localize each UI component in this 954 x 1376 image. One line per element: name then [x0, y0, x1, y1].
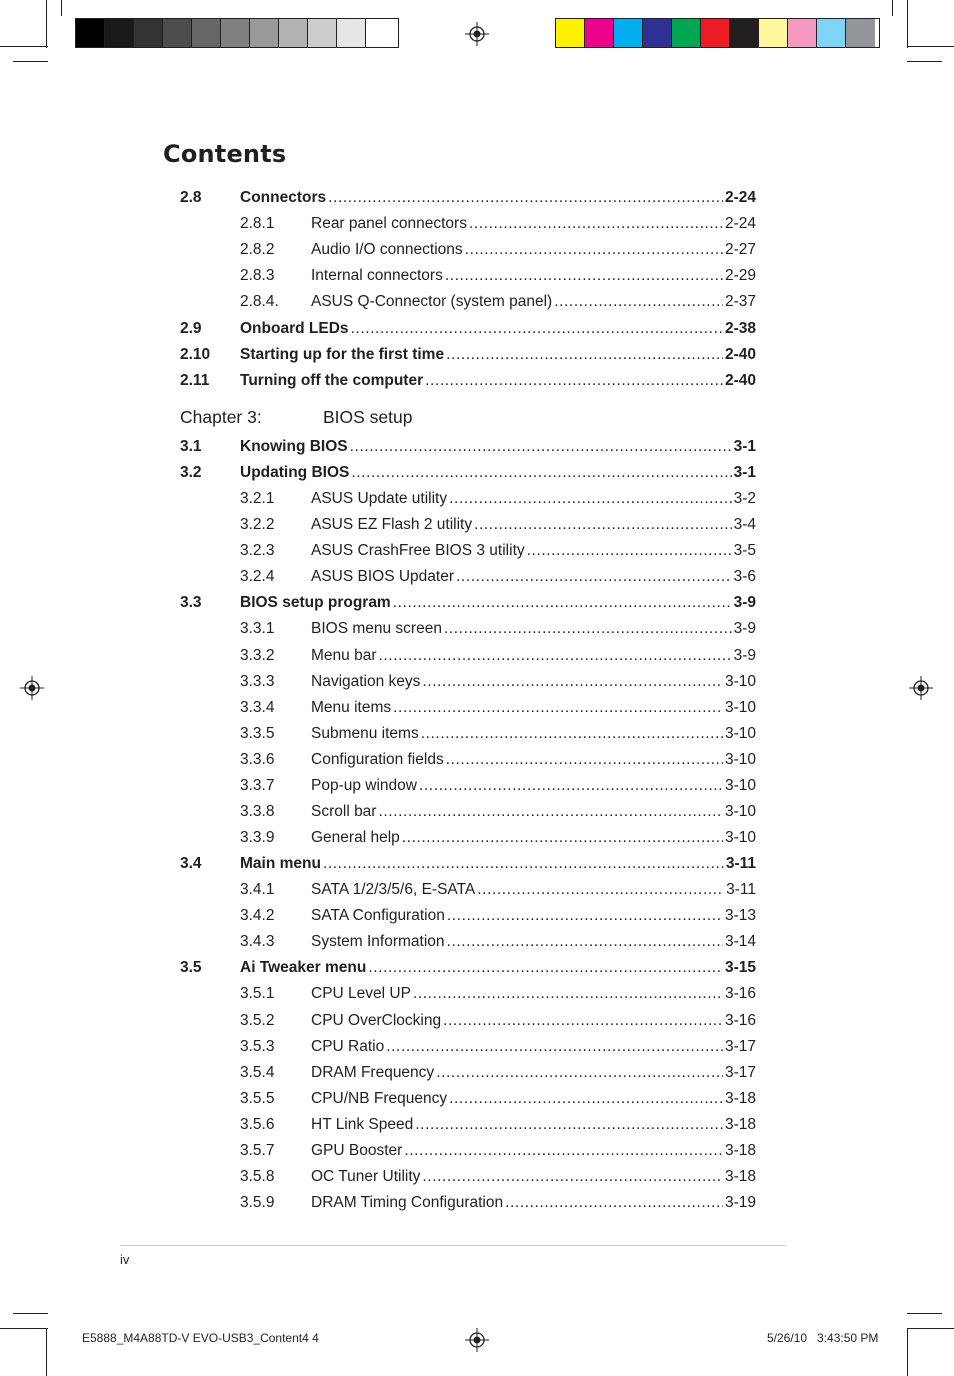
- toc-subsection-entry[interactable]: [180, 211, 756, 233]
- toc-entry-number: 3.4: [180, 855, 202, 873]
- toc-entry-title: Connectors: [240, 189, 327, 206]
- toc-leader-dots: [328, 189, 723, 207]
- toc-leader-dots: [465, 241, 723, 259]
- color-swatch: [643, 19, 672, 47]
- toc-entry-title: SATA Configuration: [311, 907, 445, 925]
- toc-leader-dots: [505, 1194, 723, 1212]
- toc-entry-number: 3.4.1: [240, 881, 275, 899]
- toc-section-entry[interactable]: [180, 851, 756, 873]
- toc-entry-page: 3-11: [726, 881, 756, 899]
- toc-subsection-entry[interactable]: [180, 1034, 756, 1056]
- page-title: Contents: [163, 140, 287, 168]
- toc-leader-dots: [474, 516, 732, 534]
- toc-leader-dots: [393, 594, 732, 612]
- color-swatch: [788, 19, 817, 47]
- toc-subsection-entry[interactable]: [180, 538, 756, 560]
- toc-subsection-entry[interactable]: [180, 773, 756, 795]
- toc-section-entry[interactable]: [180, 342, 756, 364]
- toc-entry-title: Menu items: [311, 698, 392, 716]
- toc-entry-number: 3.3.7: [240, 776, 275, 794]
- toc-leader-dots: [368, 959, 723, 977]
- toc-subsection-entry[interactable]: [180, 799, 756, 821]
- crop-mark: [907, 1328, 908, 1376]
- toc-subsection-entry[interactable]: [180, 289, 756, 311]
- toc-subsection-entry[interactable]: [180, 825, 756, 847]
- toc-entry-title: ASUS Update utility: [311, 490, 448, 508]
- toc-entry-page: 3-10: [724, 672, 756, 690]
- toc-entry-page: 2-40: [724, 371, 756, 389]
- toc-leader-dots: [422, 1168, 723, 1186]
- toc-section-entry[interactable]: [180, 955, 756, 977]
- toc-subsection-entry[interactable]: [180, 1190, 756, 1212]
- toc-leader-dots: [436, 1064, 723, 1082]
- toc-subsection-entry[interactable]: [180, 669, 756, 691]
- toc-entry-page: 2-40: [724, 345, 756, 363]
- toc-leader-dots: [554, 293, 723, 311]
- toc-entry-number: 3.5.3: [240, 1037, 275, 1055]
- toc-leader-dots: [386, 1038, 723, 1056]
- color-swatch: [279, 19, 308, 47]
- toc-entry-number: 2.8: [180, 189, 202, 206]
- toc-entry-page: 3-1: [733, 438, 756, 455]
- toc-entry-title: System Information: [311, 933, 445, 951]
- toc-entry-page: 3-10: [724, 724, 756, 742]
- toc-entry-page: 3-9: [733, 646, 756, 664]
- toc-entry-number: 3.2.1: [240, 490, 275, 508]
- toc-entry-number: 3.5.4: [240, 1063, 275, 1081]
- toc-entry-page: 2-24: [724, 215, 756, 233]
- toc-entry-number: 3.3.6: [240, 750, 275, 768]
- toc-entry-title: Onboard LEDs: [240, 319, 349, 337]
- toc-leader-dots: [527, 542, 732, 560]
- toc-entry-page: 3-9: [733, 620, 756, 638]
- toc-subsection-entry[interactable]: [180, 721, 756, 743]
- toc-leader-dots: [422, 673, 723, 691]
- footer-rule: [120, 1245, 786, 1246]
- toc-subsection-entry[interactable]: [180, 1138, 756, 1160]
- toc-entry-number: 3.3.5: [240, 724, 275, 742]
- toc-entry-number: 2.8.3: [240, 267, 275, 285]
- color-swatch: [163, 19, 192, 47]
- toc-leader-dots: [393, 699, 723, 717]
- toc-leader-dots: [350, 438, 732, 456]
- toc-leader-dots: [443, 1012, 723, 1030]
- toc-entry-title: Updating BIOS: [240, 464, 350, 482]
- toc-entry-title: Navigation keys: [311, 672, 421, 690]
- color-swatch: [308, 19, 337, 47]
- toc-subsection-entry[interactable]: [180, 1112, 756, 1134]
- chapter-heading: [180, 407, 756, 427]
- toc-entry-number: 3.5.9: [240, 1194, 275, 1212]
- toc-leader-dots: [446, 751, 723, 769]
- crop-mark: [907, 46, 954, 47]
- toc-entry-title: General help: [311, 829, 400, 847]
- toc-entry-page: 3-10: [724, 698, 756, 716]
- toc-entry-title: DRAM Frequency: [311, 1063, 435, 1081]
- toc-leader-dots: [421, 725, 723, 743]
- toc-entry-page: 3-15: [724, 959, 756, 977]
- toc-leader-dots: [378, 803, 723, 821]
- toc-subsection-entry[interactable]: [180, 616, 756, 638]
- toc-subsection-entry[interactable]: [180, 929, 756, 951]
- toc-entry-page: 2-37: [724, 293, 756, 311]
- toc-subsection-entry[interactable]: [180, 877, 756, 899]
- toc-entry-page: 3-17: [724, 1063, 756, 1081]
- toc-entry-page: 3-16: [724, 1011, 756, 1029]
- toc-entry-title: ASUS CrashFree BIOS 3 utility: [311, 542, 525, 560]
- toc-entry-page: 3-18: [724, 1141, 756, 1159]
- toc-leader-dots: [419, 777, 723, 795]
- crop-mark: [61, 0, 62, 16]
- toc-entry-title: CPU Ratio: [311, 1037, 385, 1055]
- toc-subsection-entry[interactable]: [180, 512, 756, 534]
- crop-mark: [13, 1313, 48, 1314]
- toc-leader-dots: [469, 215, 723, 233]
- toc-entry-number: 3.5: [180, 959, 202, 977]
- toc-entry-number: 3.5.5: [240, 1089, 275, 1107]
- crop-mark: [46, 0, 47, 48]
- crop-mark: [907, 1313, 942, 1314]
- color-swatch: [221, 19, 250, 47]
- color-swatch: [192, 19, 221, 47]
- toc-entry-number: 3.5.2: [240, 1011, 275, 1029]
- toc-section-entry[interactable]: [180, 316, 756, 338]
- print-slug-timestamp: 5/26/10 3:43:50 PM: [767, 1331, 879, 1345]
- toc-subsection-entry[interactable]: [180, 1086, 756, 1108]
- toc-entry-title: SATA 1/2/3/5/6, E-SATA: [311, 881, 476, 899]
- toc-leader-dots: [404, 1142, 723, 1160]
- toc-leader-dots: [351, 320, 723, 338]
- toc-leader-dots: [323, 855, 724, 873]
- toc-entry-number: 3.3.8: [240, 802, 275, 820]
- toc-entry-page: 3-10: [724, 750, 756, 768]
- toc-entry-title: Configuration fields: [311, 750, 444, 768]
- toc-section-entry[interactable]: [180, 590, 756, 612]
- color-swatch: [817, 19, 846, 47]
- toc-entry-page: 3-1: [733, 464, 756, 482]
- toc-entry-title: Pop-up window: [311, 776, 417, 794]
- toc-entry-number: 2.9: [180, 319, 202, 337]
- toc-leader-dots: [477, 881, 724, 899]
- toc-leader-dots: [415, 1116, 723, 1134]
- toc-entry-title: Turning off the computer: [240, 371, 424, 389]
- process-color-bar: [555, 18, 880, 48]
- toc-entry-number: 2.8.1: [240, 215, 275, 233]
- crop-mark: [907, 0, 908, 48]
- toc-entry-title: Internal connectors: [311, 267, 443, 285]
- toc-subsection-entry[interactable]: [180, 263, 756, 285]
- color-swatch: [759, 19, 788, 47]
- toc-entry-number: 3.2.4: [240, 568, 275, 586]
- toc-entry-title: ASUS EZ Flash 2 utility: [311, 516, 473, 534]
- toc-entry-page: 3-10: [724, 776, 756, 794]
- toc-leader-dots: [444, 620, 732, 638]
- toc-leader-dots: [447, 933, 723, 951]
- toc-entry-page: 3-5: [733, 542, 756, 560]
- toc-entry-page: 3-17: [724, 1037, 756, 1055]
- toc-leader-dots: [413, 985, 723, 1003]
- crop-mark: [892, 0, 893, 16]
- toc-section-entry[interactable]: [180, 185, 756, 207]
- toc-entry-number: 2.8.4.: [240, 293, 279, 311]
- color-swatch: [76, 19, 105, 47]
- toc-entry-title: BIOS setup program: [240, 594, 391, 612]
- color-swatch: [366, 19, 395, 47]
- toc-subsection-entry[interactable]: [180, 564, 756, 586]
- toc-entry-page: 3-10: [724, 829, 756, 847]
- toc-leader-dots: [378, 647, 731, 665]
- toc-entry-page: 3-18: [724, 1167, 756, 1185]
- crop-mark: [0, 46, 48, 47]
- toc-entry-title: Submenu items: [311, 724, 419, 742]
- toc-leader-dots: [351, 464, 731, 482]
- toc-entry-title: Knowing BIOS: [240, 438, 348, 455]
- color-swatch: [134, 19, 163, 47]
- toc-entry-title: GPU Booster: [311, 1141, 403, 1159]
- toc-entry-page: 3-2: [733, 490, 756, 508]
- toc-entry-number: 3.2.3: [240, 542, 275, 560]
- toc-entry-title: Rear panel connectors: [311, 215, 467, 233]
- color-swatch: [846, 19, 875, 47]
- toc-entry-page: 3-19: [724, 1194, 756, 1212]
- color-swatch: [105, 19, 134, 47]
- toc-entry-title: Ai Tweaker menu: [240, 959, 367, 977]
- toc-entry-page: 3-10: [724, 802, 756, 820]
- toc-entry-page: 3-4: [733, 516, 756, 534]
- toc-leader-dots: [446, 346, 723, 364]
- toc-entry-title: HT Link Speed: [311, 1115, 414, 1133]
- toc-entry-title: Scroll bar: [311, 802, 377, 820]
- registration-mark-icon: [465, 1328, 489, 1352]
- toc-entry-page: 2-27: [724, 241, 756, 259]
- grayscale-color-bar: [75, 18, 399, 48]
- toc-entry-number: 3.2: [180, 464, 202, 482]
- print-slug-filename: E5888_M4A88TD-V EVO-USB3_Content4 4: [82, 1331, 319, 1345]
- toc-entry-number: 3.3.4: [240, 698, 275, 716]
- toc-entry-title: BIOS menu screen: [311, 620, 442, 638]
- color-swatch: [585, 19, 614, 47]
- registration-mark-icon: [909, 676, 933, 700]
- toc-entry-title: Main menu: [240, 855, 321, 873]
- toc-entry-number: 3.3: [180, 594, 202, 612]
- crop-mark: [907, 61, 942, 62]
- toc-section-entry[interactable]: [180, 460, 756, 482]
- crop-mark: [13, 61, 48, 62]
- toc-leader-dots: [425, 372, 723, 390]
- chapter-number: Chapter 3:: [180, 407, 262, 427]
- toc-subsection-entry[interactable]: [180, 1008, 756, 1030]
- toc-entry-number: 3.4.2: [240, 907, 275, 925]
- color-swatch: [556, 19, 585, 47]
- toc-entry-title: DRAM Timing Configuration: [311, 1194, 504, 1212]
- toc-entry-number: 3.5.6: [240, 1115, 275, 1133]
- crop-mark: [46, 1328, 47, 1376]
- toc-entry-page: 2-38: [724, 319, 756, 337]
- toc-entry-page: 3-11: [725, 855, 756, 873]
- toc-entry-number: 3.3.1: [240, 620, 275, 638]
- toc-subsection-entry[interactable]: [180, 486, 756, 508]
- toc-subsection-entry[interactable]: [180, 695, 756, 717]
- toc-leader-dots: [447, 907, 723, 925]
- toc-entry-page: 2-24: [724, 189, 756, 206]
- toc-subsection-entry[interactable]: [180, 1060, 756, 1082]
- toc-entry-title: Menu bar: [311, 646, 377, 664]
- toc-leader-dots: [402, 829, 723, 847]
- toc-entry-title: OC Tuner Utility: [311, 1167, 421, 1185]
- registration-mark-icon: [20, 676, 44, 700]
- color-swatch: [250, 19, 279, 47]
- toc-entry-number: 3.5.7: [240, 1141, 275, 1159]
- toc-entry-number: 2.11: [180, 371, 210, 389]
- toc-entry-number: 3.5.8: [240, 1167, 275, 1185]
- toc-entry-number: 3.4.3: [240, 933, 275, 951]
- crop-mark: [0, 1328, 48, 1329]
- toc-entry-title: CPU Level UP: [311, 985, 411, 1003]
- color-swatch: [672, 19, 701, 47]
- toc-entry-title: CPU/NB Frequency: [311, 1089, 448, 1107]
- toc-entry-page: 3-13: [724, 907, 756, 925]
- toc-entry-title: CPU OverClocking: [311, 1011, 442, 1029]
- toc-entry-title: ASUS Q-Connector (system panel): [311, 293, 553, 311]
- toc-entry-page: 3-6: [733, 568, 756, 586]
- toc-entry-page: 2-29: [724, 267, 756, 285]
- toc-entry-page: 3-14: [724, 933, 756, 951]
- color-swatch: [614, 19, 643, 47]
- registration-mark-icon: [465, 22, 489, 46]
- toc-subsection-entry[interactable]: [180, 643, 756, 665]
- toc-entry-number: 3.2.2: [240, 516, 275, 534]
- toc-entry-number: 3.1: [180, 438, 202, 455]
- toc-entry-number: 3.3.3: [240, 672, 275, 690]
- toc-entry-number: 3.3.9: [240, 829, 275, 847]
- toc-entry-number: 2.8.2: [240, 241, 275, 259]
- toc-entry-title: ASUS BIOS Updater: [311, 568, 455, 586]
- toc-leader-dots: [449, 1090, 723, 1108]
- toc-entry-page: 3-9: [733, 594, 756, 612]
- toc-entry-number: 3.5.1: [240, 985, 275, 1003]
- toc-section-entry[interactable]: [180, 434, 756, 456]
- page-folio: iv: [120, 1252, 130, 1267]
- color-swatch: [730, 19, 759, 47]
- toc-entry-number: 2.10: [180, 345, 211, 363]
- toc-entry-title: Starting up for the first time: [240, 345, 445, 363]
- toc-leader-dots: [456, 568, 732, 586]
- toc-entry-number: 3.3.2: [240, 646, 275, 664]
- toc-subsection-entry[interactable]: [180, 1164, 756, 1186]
- color-swatch: [337, 19, 366, 47]
- toc-leader-dots: [449, 490, 731, 508]
- color-swatch: [701, 19, 730, 47]
- toc-entry-page: 3-18: [724, 1115, 756, 1133]
- toc-subsection-entry[interactable]: [180, 747, 756, 769]
- toc-entry-title: Audio I/O connections: [311, 241, 463, 259]
- toc-entry-page: 3-18: [724, 1089, 756, 1107]
- toc-leader-dots: [445, 267, 723, 285]
- chapter-title: BIOS setup: [323, 407, 413, 427]
- toc-section-entry[interactable]: [180, 368, 756, 390]
- toc-subsection-entry[interactable]: [180, 237, 756, 259]
- toc-entry-page: 3-16: [724, 985, 756, 1003]
- toc-subsection-entry[interactable]: [180, 903, 756, 925]
- crop-mark: [907, 1328, 954, 1329]
- toc-subsection-entry[interactable]: [180, 981, 756, 1003]
